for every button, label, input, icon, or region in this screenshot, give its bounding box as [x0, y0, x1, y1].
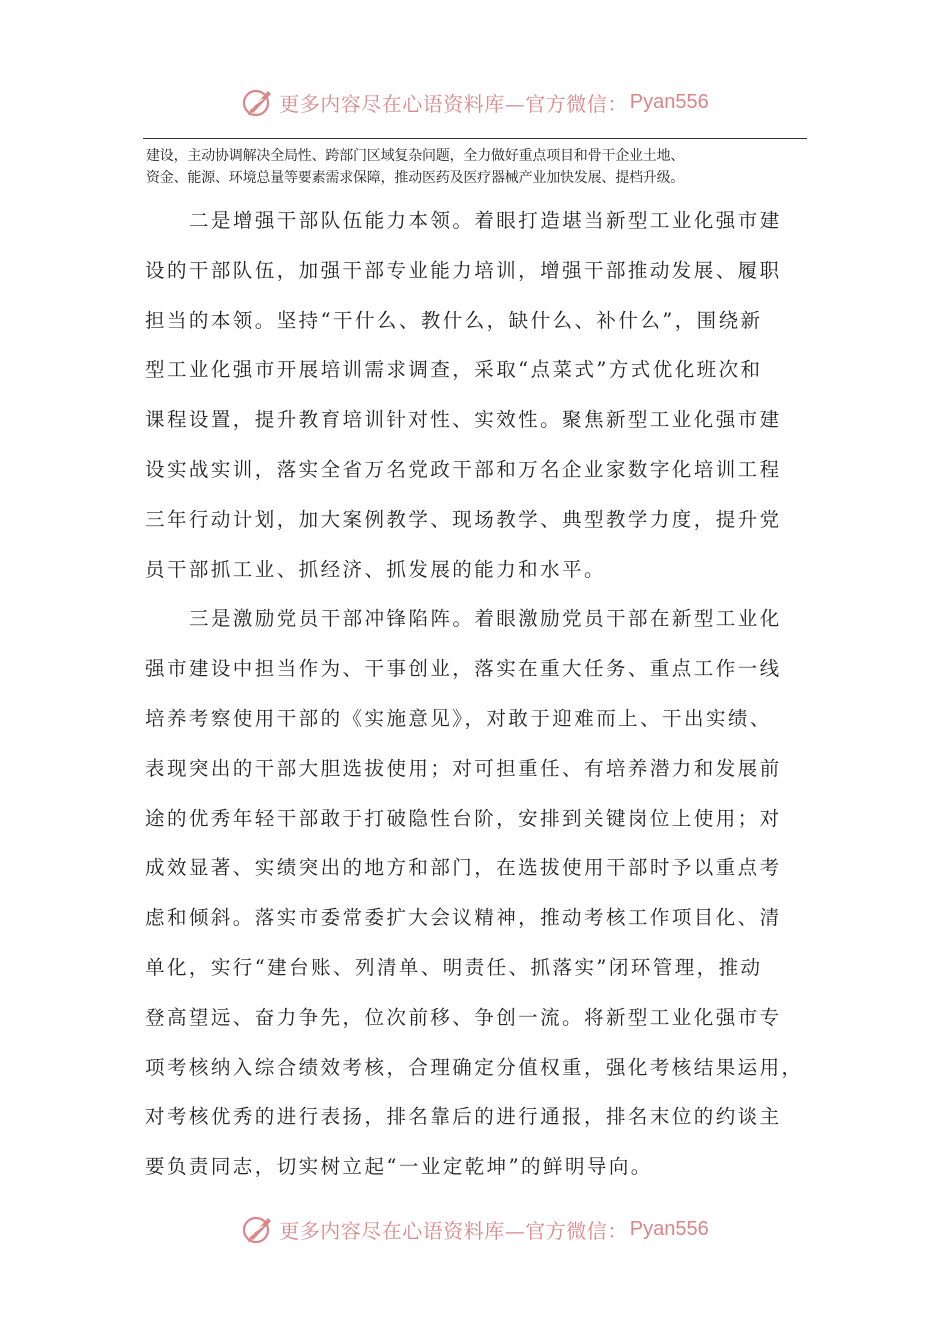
paragraph-cadre-incentive [145, 599, 825, 1197]
header-banner [0, 80, 950, 124]
document-body [145, 201, 825, 1197]
paragraph-line: 要负责同志，切实树立起“一业定乾坤”的鲜明导向。 [145, 1155, 653, 1179]
continuation-text [146, 145, 826, 189]
paragraph-line: 单化，实行“建台账、列清单、明责任、抓落实”闭环管理，推动 [145, 955, 763, 979]
continuation-line: 建设，主动协调解决全局性、跨部门区域复杂问题，全力做好重点项目和骨干企业土地、 [146, 148, 685, 164]
paragraph-line: 登高望远、奋力争先，位次前移、争创一流。将新型工业化强市专 [145, 1005, 782, 1029]
paragraph-line: 三是激励党员干部冲锋陷阵。着眼激励党员干部在新型工业化 [189, 607, 782, 631]
banner-text: 更多内容尽在心语资料库—官方微信： [279, 1218, 628, 1243]
paragraph-line: 培养考察使用干部的《实施意见》，对敢于迎难而上、干出实绩、 [145, 706, 772, 730]
paragraph-line: 强市建设中担当作为、干事创业，落实在重大任务、重点工作一线 [145, 657, 782, 681]
banner-wechat-id: Pyan556 [629, 1217, 709, 1240]
header-divider [143, 138, 807, 139]
footer-banner [0, 1207, 950, 1251]
paragraph-line: 表现突出的干部大胆选拔使用；对可担重任、有培养潜力和发展前 [145, 756, 782, 780]
paragraph-line: 设实战实训，落实全省万名党政干部和万名企业家数字化培训工程 [145, 457, 782, 481]
paragraph-cadre-capability [145, 201, 825, 599]
paragraph-line: 项考核纳入综合绩效考核，合理确定分值权重，强化考核结果运用， [145, 1055, 804, 1079]
paragraph-line: 成效显著、实绩突出的地方和部门，在选拔使用干部时予以重点考 [145, 856, 782, 880]
paragraph-line: 员干部抓工业、抓经济、抓发展的能力和水平。 [145, 557, 606, 581]
paragraph-line: 对考核优秀的进行表扬，排名靠后的进行通报，排名末位的约谈主 [145, 1105, 782, 1129]
paragraph-line: 途的优秀年轻干部敢于打破隐性台阶，安排到关键岗位上使用；对 [145, 806, 782, 830]
banner-text: 更多内容尽在心语资料库—官方微信： [279, 91, 628, 116]
banner-wechat-id: Pyan556 [629, 90, 709, 113]
paragraph-line: 设的干部队伍，加强干部专业能力培训，增强干部推动发展、履职 [145, 258, 782, 282]
quill-pen-logo-icon [241, 1212, 275, 1246]
paragraph-line: 担当的本领。坚持“干什么、教什么，缺什么、补什么”，围绕新 [145, 308, 763, 332]
paragraph-line: 二是增强干部队伍能力本领。着眼打造堪当新型工业化强市建 [189, 209, 782, 232]
paragraph-line: 课程设置，提升教育培训针对性、实效性。聚焦新型工业化强市建 [145, 408, 782, 432]
paragraph-line: 三年行动计划，加大案例教学、现场教学、典型教学力度，提升党 [145, 507, 782, 531]
continuation-line: 资金、能源、环境总量等要素需求保障，推动医药及医疗器械产业加快发展、提档升级。 [146, 170, 685, 186]
quill-pen-logo-icon [241, 85, 275, 119]
paragraph-line: 型工业化强市开展培训需求调查，采取“点菜式”方式优化班次和 [145, 358, 763, 382]
paragraph-line: 虑和倾斜。落实市委常委扩大会议精神，推动考核工作项目化、清 [145, 906, 782, 930]
